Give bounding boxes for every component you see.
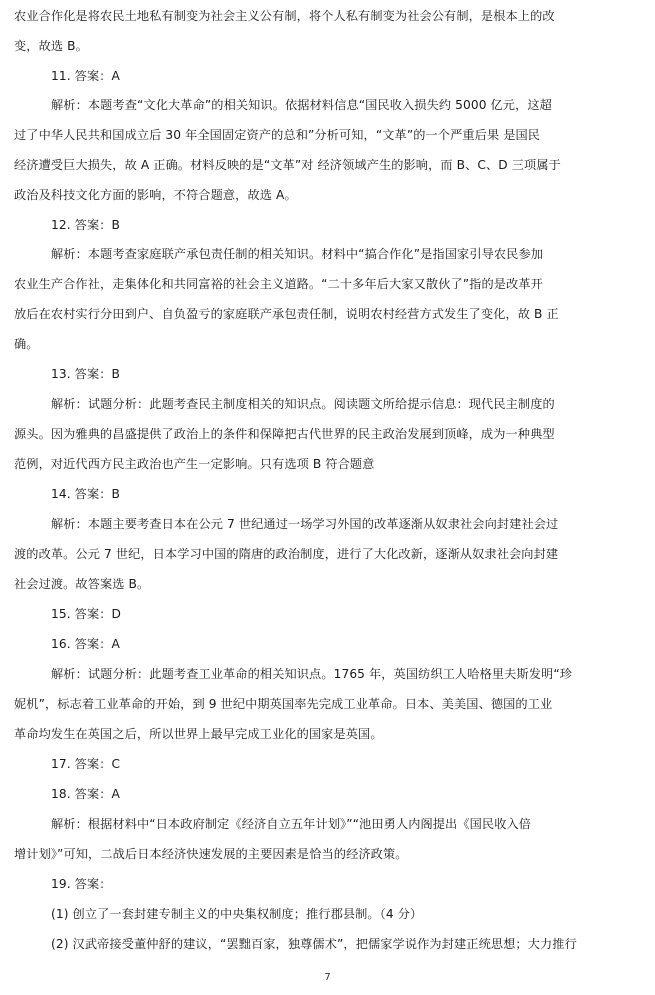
answer-heading: 15. 答案：D	[51, 607, 122, 621]
text-line: 增计划》”可知，二战后日本经济快速发展的主要因素是恰当的经济政策。	[14, 847, 408, 861]
text-line: 解析：试题分析：此题考查工业革命的相关知识点。1765 年，英国纺织工人哈格里夫斯发明“珍	[51, 667, 573, 681]
text-line: 妮机”，标志着工业革命的开始，到 9 世纪中期英国率先完成工业革命。日本、美美国、德国的工业	[14, 697, 553, 711]
text-line: 经济遭受巨大损失，故 A 正确。材料反映的是“文革”对 经济领域产生的影响，而 B、C、D 三项属于	[14, 158, 561, 172]
answer-heading: 16. 答案：A	[51, 637, 120, 651]
answer-heading: 13. 答案：B	[51, 367, 120, 381]
text-line: 确。	[14, 337, 39, 351]
text-line: 解析：本题考查“文化大革命”的相关知识。依据材料信息“国民收入损失约 5000 亿元，这超	[51, 98, 552, 112]
text-line: 过了中华人民共和国成立后 30 年全国固定资产的总和”分析可知，“文革”的一个严重后果 是国民	[14, 128, 541, 142]
text-line: 放后在农村实行分田到户、自负盈亏的家庭联产承包责任制，说明农村经营方式发生了变化，故 B 正	[14, 307, 559, 321]
text-line: 解析：试题分析：此题考查民主制度相关的知识点。阅读题文所给提示信息：现代民主制度的	[51, 397, 555, 411]
answer-heading: 14. 答案：B	[51, 487, 120, 501]
text-line: 农业生产合作社，走集体化和共同富裕的社会主义道路。“二十多年后大家又散伙了”指的是改革开	[14, 277, 543, 291]
text-line: 解析：本题主要考查日本在公元 7 世纪通过一场学习外国的改革逐渐从奴隶社会向封建社会过	[51, 517, 559, 531]
text-line: 社会过渡。故答案选 B。	[14, 577, 150, 591]
answer-heading: 12. 答案：B	[51, 218, 120, 232]
text-line: 渡的改革。公元 7 世纪，日本学习中国的隋唐的政治制度，进行了大化改新，逐渐从奴隶社会向封建	[14, 547, 559, 561]
text-line: 政治及科技文化方面的影响，不符合题意，故选 A。	[14, 188, 297, 202]
answer-heading: 18. 答案：A	[51, 787, 120, 801]
text-line: 农业合作化是将农民土地私有制变为社会主义公有制，将个人私有制变为社会公有制，是根本上的改	[14, 9, 555, 23]
text-line: 解析：本题考查家庭联产承包责任制的相关知识。材料中“搞合作化”是指国家引导农民参加	[51, 247, 544, 261]
text-line: 范例，对近代西方民主政治也产生一定影响。只有选项 B 符合题意	[14, 457, 375, 471]
answer-heading: 19. 答案：	[51, 877, 112, 891]
answer-heading: 11. 答案：A	[51, 69, 120, 83]
page-number: 7	[324, 972, 331, 983]
text-line: (1) 创立了一套封建专制主义的中央集权制度；推行郡县制。（4 分）	[51, 907, 423, 921]
text-line: 变，故选 B。	[14, 39, 88, 53]
text-line: (2) 汉武帝接受董仲舒的建议，“罢黜百家，独尊儒术”，把儒家学说作为封建正统思想；大力推行	[51, 937, 577, 951]
text-line: 源头。因为雅典的昌盛提供了政治上的条件和保障把古代世界的民主政治发展到顶峰，成为一种典型	[14, 427, 555, 441]
text-line: 解析：根据材料中“日本政府制定《经济自立五年计划》”“池田勇人内阁提出《国民收入倍	[51, 817, 532, 831]
text-line: 革命均发生在英国之后，所以世界上最早完成工业化的国家是英国。	[14, 727, 383, 741]
answer-heading: 17. 答案：C	[51, 757, 121, 771]
